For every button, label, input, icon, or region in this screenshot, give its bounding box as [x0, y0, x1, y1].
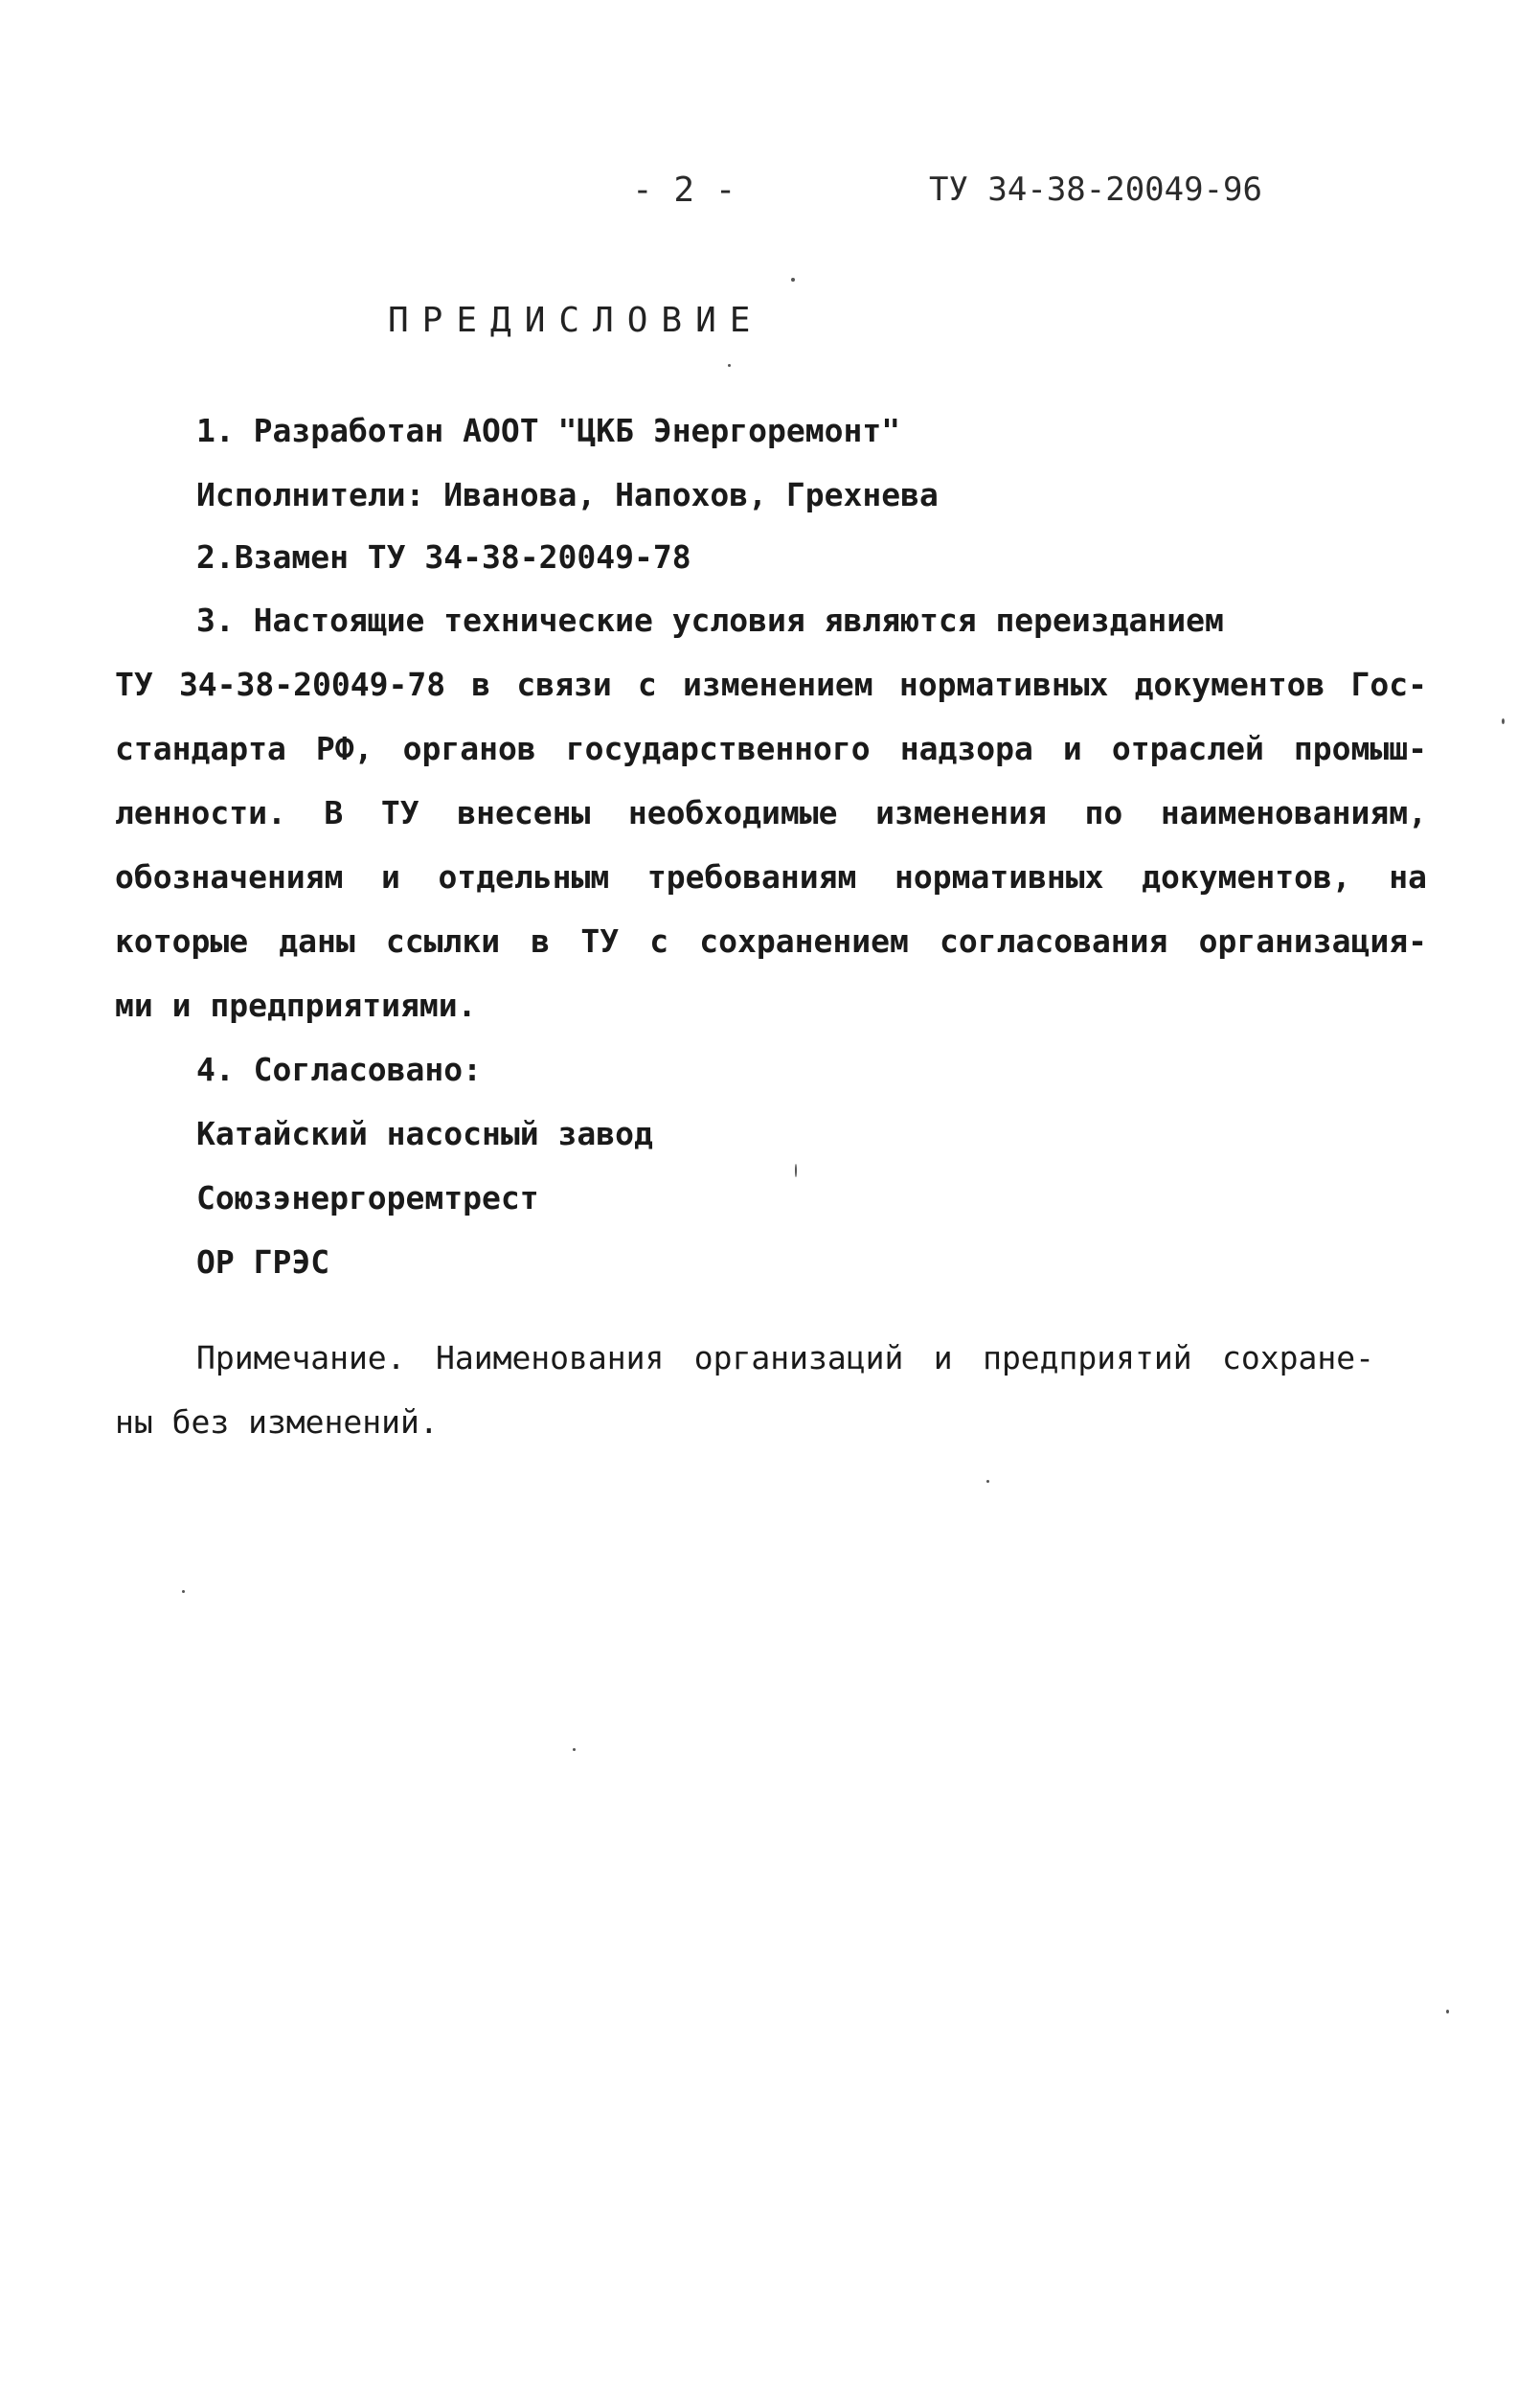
- note-line-1: Примечание. Наименования организаций и предприятий сохране-: [196, 1339, 1374, 1376]
- scan-speck: [795, 1164, 797, 1177]
- document-code: ТУ 34-38-20049-96: [929, 171, 1262, 209]
- scan-speck: [573, 1748, 576, 1751]
- item-3-line-1: 3. Настоящие технические условия являются переизданием: [196, 602, 1224, 639]
- item-3-line-4: ленности. В ТУ внесены необходимые изменения по наименованиям,: [115, 794, 1427, 831]
- note-line-2: ны без изменений.: [115, 1403, 439, 1441]
- scan-speck: [986, 1480, 989, 1483]
- item-1-developer: 1. Разработан АООТ "ЦКБ Энергоремонт": [196, 412, 901, 449]
- item-3-line-3: стандарта РФ, органов государственного надзора и отраслей промыш-: [115, 730, 1427, 767]
- item-2-replaces: 2.Взамен ТУ 34-38-20049-78: [196, 538, 691, 576]
- page-number: - 2 -: [632, 171, 736, 210]
- agreed-org-2: Союзэнергоремтрест: [196, 1179, 539, 1217]
- scan-speck: [728, 364, 731, 367]
- scan-speck: [1446, 2010, 1449, 2013]
- item-3-line-5: обозначениям и отдельным требованиям нормативных документов, на: [115, 858, 1427, 896]
- item-3-line-7: ми и предприятиями.: [115, 987, 477, 1024]
- item-4-agreed: 4. Согласовано:: [196, 1051, 483, 1088]
- item-1-authors: Исполнители: Иванова, Напохов, Грехнева: [196, 476, 939, 513]
- scan-speck: [791, 278, 795, 282]
- page-title: ПРЕДИСЛОВИЕ: [388, 301, 764, 340]
- item-3-line-6: которые даны ссылки в ТУ с сохранением согласования организация-: [115, 922, 1427, 960]
- scan-speck: [1502, 718, 1505, 724]
- scan-speck: [182, 1590, 185, 1593]
- agreed-org-1: Катайский насосный завод: [196, 1115, 653, 1152]
- agreed-org-3: ОР ГРЭС: [196, 1243, 330, 1281]
- item-3-line-2: ТУ 34-38-20049-78 в связи с изменением нормативных документов Гос-: [115, 666, 1427, 703]
